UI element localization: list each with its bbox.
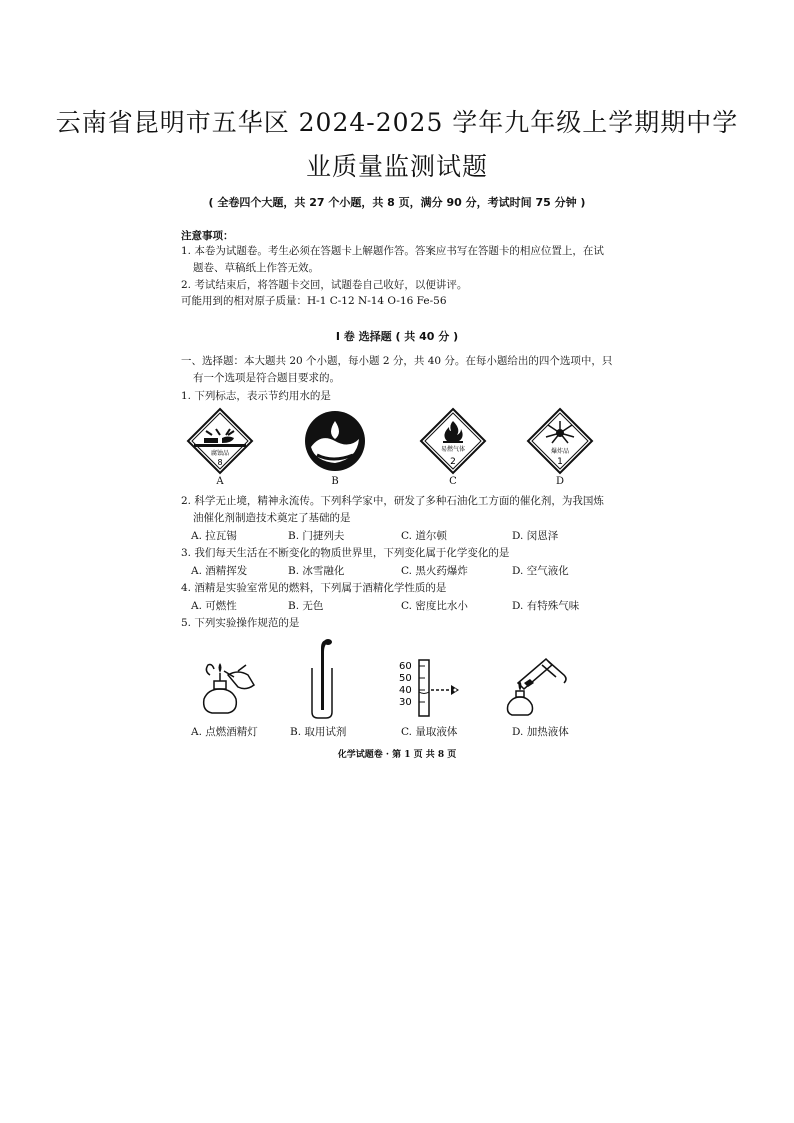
section-intro-cont: 有一个选项是符合题目要求的。 bbox=[193, 372, 340, 384]
q1-label-c: C bbox=[449, 476, 457, 487]
sign-c-text: 易燃气体 bbox=[440, 446, 466, 453]
sign-a-text: 腐蚀品 bbox=[210, 450, 230, 457]
q4-option-c: C. 密度比水小 bbox=[401, 600, 468, 612]
q2-option-d: D. 闵恩泽 bbox=[512, 530, 559, 542]
q3-option-c: C. 黑火药爆炸 bbox=[401, 565, 468, 577]
q3-option-a: A. 酒精挥发 bbox=[191, 565, 248, 577]
sign-d-text: 爆炸品 bbox=[550, 448, 570, 455]
q3-stem: 3. 我们每天生活在不断变化的物质世界里，下列变化属于化学变化的是 bbox=[181, 547, 510, 559]
q5-option-d: D. 加热液体 bbox=[512, 726, 569, 738]
q3-option-b: B. 冰雪融化 bbox=[288, 565, 345, 577]
cylinder-tick-60: 60 bbox=[399, 661, 412, 672]
water-saving-sign-icon bbox=[303, 409, 367, 473]
heating-liquid-icon bbox=[502, 653, 572, 719]
sign-d-number: 1 bbox=[557, 457, 563, 467]
page-footer: 化学试题卷 · 第 1 页 共 8 页 bbox=[337, 750, 457, 760]
alcohol-lamp-lighting-icon bbox=[198, 655, 258, 715]
q4-option-d: D. 有特殊气味 bbox=[512, 600, 580, 612]
q4-option-b: B. 无色 bbox=[288, 600, 324, 612]
q2-option-a: A. 拉瓦锡 bbox=[191, 530, 237, 542]
cylinder-tick-40: 40 bbox=[399, 685, 412, 696]
exam-subtitle: ( 全卷四个大题，共 27 个小题，共 8 页，满分 90 分，考试时间 75 分钟 ) bbox=[208, 196, 586, 209]
q2-option-b: B. 门捷列夫 bbox=[288, 530, 345, 542]
cylinder-tick-30: 30 bbox=[399, 697, 412, 708]
cylinder-tick-50: 50 bbox=[399, 673, 412, 684]
notes-heading: 注意事项： bbox=[181, 230, 234, 242]
q4-stem: 4. 酒精是实验室常见的燃料，下列属于酒精化学性质的是 bbox=[181, 582, 447, 594]
section-title: I 卷 选择题 ( 共 40 分 ) bbox=[335, 330, 459, 343]
q5-option-a: A. 点燃酒精灯 bbox=[191, 726, 258, 738]
q1-label-d: D bbox=[555, 476, 565, 487]
notes-item-2: 2. 考试结束后，将答题卡交回，试题卷自己收好，以便讲评。 bbox=[181, 279, 468, 291]
q2-option-c: C. 道尔顿 bbox=[401, 530, 447, 542]
notes-item-1: 1. 本卷为试题卷。考生必须在答题卡上解题作答。答案应书写在答题卡的相应位置上，在试 bbox=[181, 245, 604, 257]
flammable-gas-sign-icon bbox=[419, 407, 487, 475]
q3-option-d: D. 空气液化 bbox=[512, 565, 569, 577]
section-intro: 一、选择题：本大题共 20 个小题，每小题 2 分，共 40 分。在每小题给出的四个选项中，只 bbox=[181, 355, 613, 367]
sign-c-number: 2 bbox=[450, 457, 456, 467]
q5-option-c: C. 量取液体 bbox=[401, 726, 458, 738]
explosive-sign-icon bbox=[526, 407, 594, 475]
q5-option-b: B. 取用试剂 bbox=[290, 726, 347, 738]
sign-a-number: 8 bbox=[217, 458, 223, 467]
atomic-mass-line: 可能用到的相对原子质量：H-1 C-12 N-14 O-16 Fe-56 bbox=[181, 295, 447, 307]
q5-stem: 5. 下列实验操作规范的是 bbox=[181, 617, 300, 629]
page-title-line1: 云南省昆明市五华区 2024-2025 学年九年级上学期期中学 bbox=[55, 108, 739, 137]
q4-option-a: A. 可燃性 bbox=[191, 600, 237, 612]
notes-item-1-cont: 题卷、草稿纸上作答无效。 bbox=[193, 262, 319, 274]
q1-label-b: B bbox=[331, 476, 339, 487]
q1-stem: 1. 下列标志，表示节约用水的是 bbox=[181, 390, 331, 402]
corrosive-sign-icon bbox=[186, 407, 254, 475]
q2-stem: 2. 科学无止境，精神永流传。下列科学家中，研发了多种石油化工方面的催化剂，为我国炼 bbox=[181, 495, 604, 507]
q2-stem-cont: 油催化剂制造技术奠定了基础的是 bbox=[193, 512, 351, 524]
page-title-line2: 业质量监测试题 bbox=[305, 152, 488, 181]
test-tube-dropper-icon bbox=[302, 638, 342, 718]
graduated-cylinder-reading-icon bbox=[397, 658, 467, 718]
q1-label-a: A bbox=[216, 476, 224, 487]
